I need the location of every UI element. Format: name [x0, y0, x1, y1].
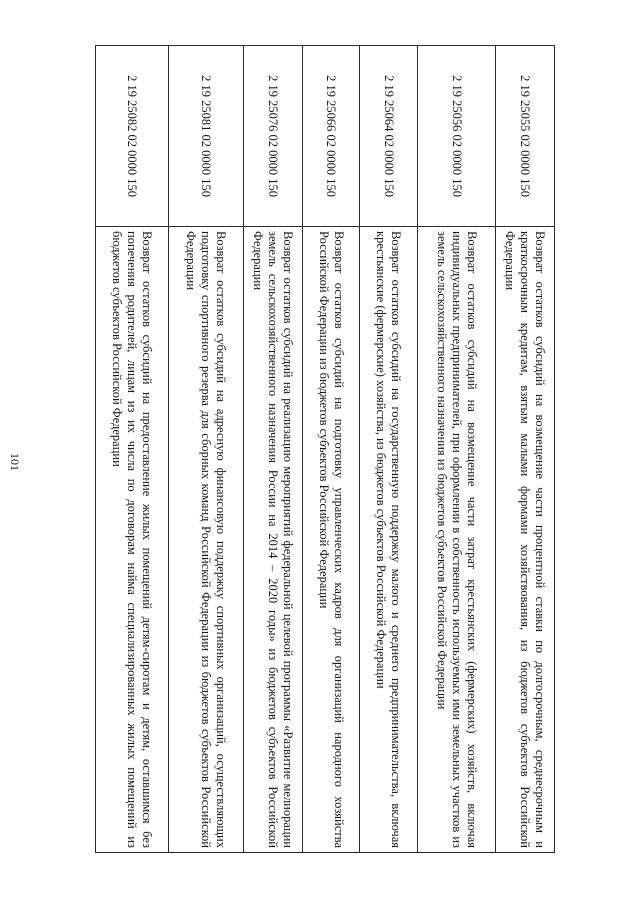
table-row	[96, 46, 169, 853]
table-row	[244, 46, 303, 853]
code-cell: 2 19 25056 02 0000 150	[418, 46, 496, 227]
code-cell: 2 19 25081 02 0000 150	[169, 46, 244, 227]
table-row	[418, 46, 496, 853]
table-row	[360, 46, 418, 853]
code-cell: 2 19 25064 02 0000 150	[360, 46, 418, 227]
code-cell: 2 19 25066 02 0000 150	[303, 46, 360, 227]
table-row	[169, 46, 244, 853]
table-row	[496, 46, 555, 853]
description-cell: Возврат остатков субсидий на государственную поддержку малого и среднего предпринимательства, включая крестьянские (фермерские) хозяйства, из бюджетов субъектов Российской Федерации	[360, 227, 418, 853]
description-cell: Возврат остатков субсидий на реализацию мероприятий федеральной целевой программы «Развитие мелиорации земель сельскохозяйственного назначения России на 2014 – 2020 годы» из бюджетов субъектов Российской Федерации	[244, 227, 303, 853]
code-cell: 2 19 25055 02 0000 150	[496, 46, 555, 227]
description-cell: Возврат остатков субсидий на возмещение части процентной ставки по долгосрочным, среднесрочным и краткосрочным кредитам, взятым малыми формами хозяйствования, из бюджетов субъектов Российской Федерации	[496, 227, 555, 853]
table-row	[303, 46, 360, 853]
rotated-table-container	[109, 45, 555, 853]
budget-codes-table	[95, 45, 555, 853]
description-cell: Возврат остатков субсидий на подготовку управленческих кадров для организаций народного хозяйства Российской Федерации из бюджетов субъектов Российской Федерации	[303, 227, 360, 853]
code-cell: 2 19 25082 02 0000 150	[96, 46, 169, 227]
description-cell: Возврат остатков субсидий на предоставление жилых помещений детям-сиротам и детям, оставшимся без попечения родителей, лицам из их числа по договорам найма специализированных жилых помещений из бюджетов субъектов Российской Федерации	[96, 227, 169, 853]
code-cell: 2 19 25076 02 0000 150	[244, 46, 303, 227]
description-cell: Возврат остатков субсидий на возмещение части затрат крестьянских (фермерских) хозяйств, включая индивидуальных предпринимателей, при оформлении в собственность используемых ими земельных участков из земель сельскохозяйственного назначения из бюджетов субъектов Российской Федерации	[418, 227, 496, 853]
description-cell: Возврат остатков субсидий на адресную финансовую поддержку спортивных организаций, осуществляющих подготовку спортивного резерва для сборных команд Российской Федерации из бюджетов субъектов Российской Федерации	[169, 227, 244, 853]
page-number: 101	[8, 453, 22, 471]
